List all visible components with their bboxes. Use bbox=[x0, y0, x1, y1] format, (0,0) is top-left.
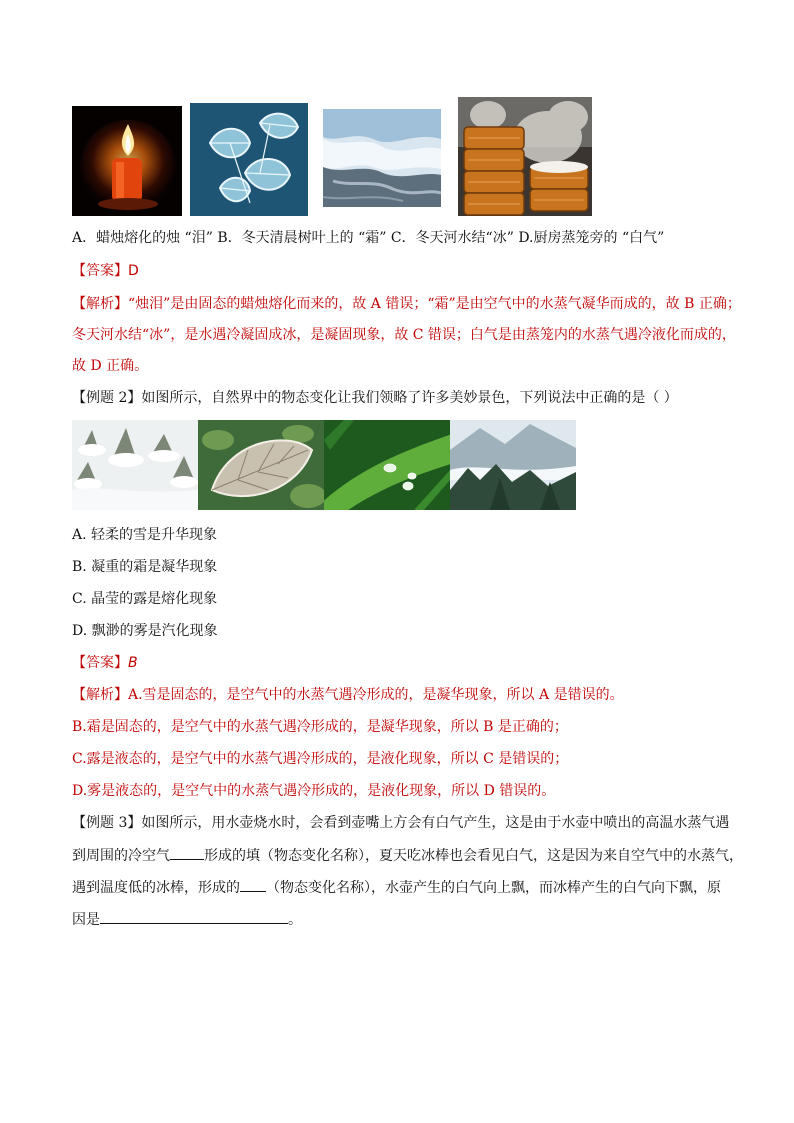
option-b: B. 凝重的霜是凝华现象 bbox=[72, 559, 218, 575]
analysis-label: 【解析】 bbox=[72, 296, 128, 312]
text-part: 到周围的冷空气 bbox=[72, 848, 170, 864]
caption-b: B．冬天清晨树叶上的 “霜” bbox=[217, 230, 387, 246]
answer-blank-3[interactable] bbox=[100, 909, 288, 924]
dew-grass-image bbox=[324, 420, 450, 510]
option-c: C. 晶莹的露是熔化现象 bbox=[72, 591, 218, 607]
example1-analysis-line-1 bbox=[72, 294, 741, 314]
candle-image bbox=[72, 106, 182, 216]
answer-label: 【答案】 bbox=[72, 263, 128, 279]
example2-analysis-line-4: D.雾是液态的，是空气中的水蒸气遇冷形成的，是液化现象，所以 D 错误的。 bbox=[72, 783, 556, 799]
text-part: 遇到温度低的冰棒，形成的 bbox=[72, 880, 240, 896]
caption-d: D.厨房蒸笼旁的 “白气” bbox=[518, 230, 665, 246]
analysis-text: “烛泪”是由固态的蜡烛熔化而来的，故 A 错误；“霜”是由空气中的水蒸气凝华而成的，故 B 正确； bbox=[128, 296, 741, 312]
text-part: 形成的填（物态变化名称），夏天吃冰棒也会看见白气，这是因为来自空气中的水蒸气， bbox=[204, 848, 743, 864]
example2-answer bbox=[72, 653, 138, 673]
frost-leaves-image bbox=[190, 103, 308, 216]
answer-value: B bbox=[128, 655, 138, 671]
example2-question: 【例题 2】如图所示，自然界中的物态变化让我们领略了许多美妙景色，下列说法中正确的是（ ） bbox=[72, 390, 678, 406]
example3-line-2 bbox=[72, 845, 743, 866]
example2-analysis-line-2: B.霜是固态的，是空气中的水蒸气遇冷形成的，是凝华现象，所以 B 是正确的； bbox=[72, 719, 568, 735]
text-part: （物态变化名称），水壶产生的白气向上飘，而冰棒产生的白气向下飘，原 bbox=[266, 880, 721, 896]
example1-analysis-line-3: 故 D 正确。 bbox=[72, 358, 149, 374]
analysis-label: 【解析】 bbox=[72, 687, 128, 703]
caption-c: C．冬天河水结“冰” bbox=[390, 230, 514, 246]
text-part: 。 bbox=[288, 912, 302, 928]
answer-blank-2[interactable] bbox=[240, 877, 266, 892]
example2-analysis-line-1 bbox=[72, 685, 624, 705]
analysis-text: A.雪是固态的，是空气中的水蒸气遇冷形成的，是凝华现象，所以 A 是错误的。 bbox=[128, 687, 624, 703]
text-part: 因是 bbox=[72, 912, 100, 928]
answer-blank-1[interactable] bbox=[170, 845, 204, 860]
example3-line-4 bbox=[72, 909, 302, 930]
option-a: A. 轻柔的雪是升华现象 bbox=[72, 527, 218, 543]
option-d: D. 飘渺的雾是汽化现象 bbox=[72, 623, 218, 639]
caption-a: A．蜡烛熔化的烛 “泪” bbox=[72, 230, 213, 246]
example3-line-3 bbox=[72, 877, 721, 898]
frosty-leaf-image bbox=[198, 420, 324, 510]
example1-analysis-line-2: 冬天河水结“冰”，是水遇冷凝固成冰，是凝固现象，故 C 错误；白气是由蒸笼内的水蒸气遇冷液化而成的， bbox=[72, 327, 736, 343]
example2-analysis-line-3: C.露是液态的，是空气中的水蒸气遇冷形成的，是液化现象，所以 C 是错误的； bbox=[72, 751, 569, 767]
foggy-mountain-image bbox=[450, 420, 576, 510]
snow-image bbox=[72, 420, 198, 510]
answer-value: D bbox=[128, 263, 139, 279]
steamer-image bbox=[458, 97, 592, 216]
example1-answer bbox=[72, 261, 139, 281]
example1-captions bbox=[72, 228, 664, 248]
example3-line-1: 【例题 3】如图所示，用水壶烧水时，会看到壶嘴上方会有白气产生，这是由于水壶中喷出的高温水蒸气遇 bbox=[72, 815, 730, 831]
answer-label: 【答案】 bbox=[72, 655, 128, 671]
frozen-river-image bbox=[323, 109, 441, 207]
